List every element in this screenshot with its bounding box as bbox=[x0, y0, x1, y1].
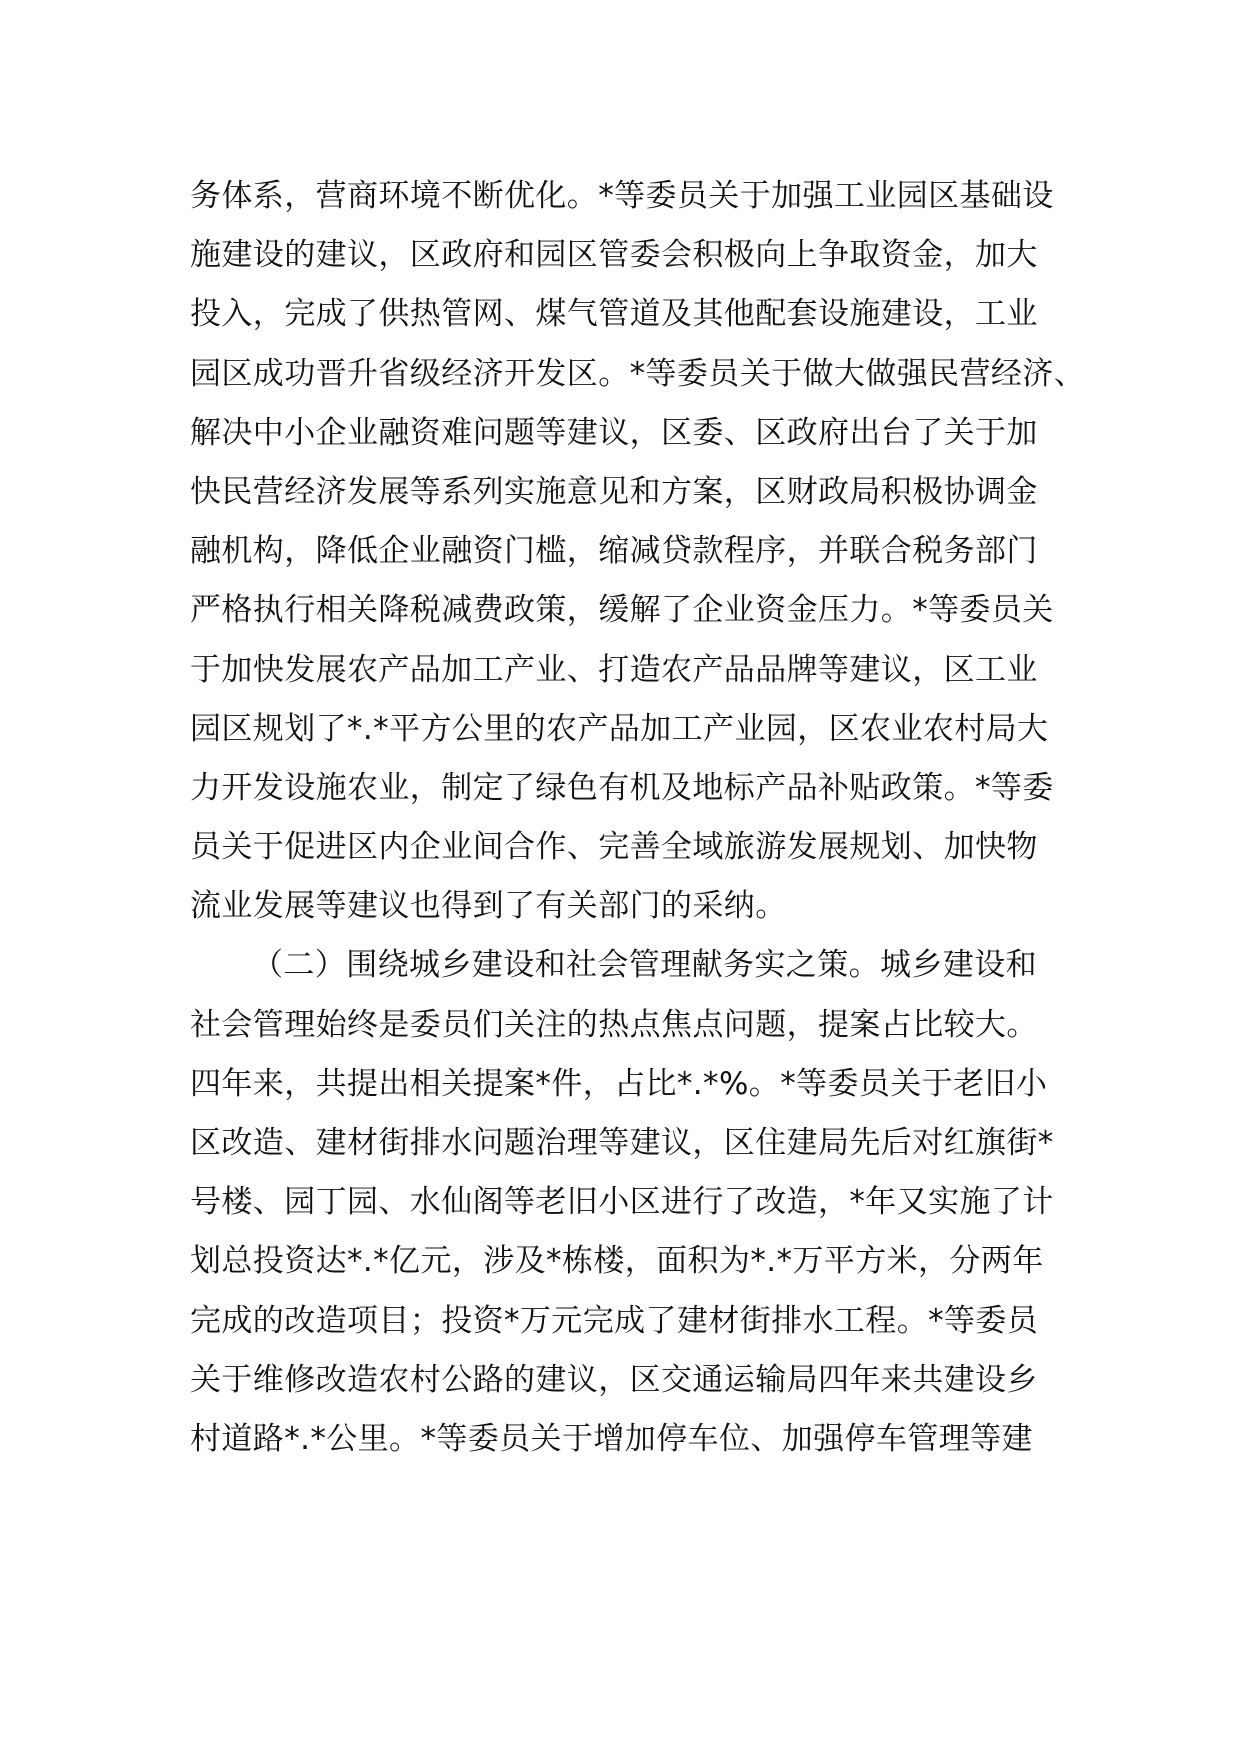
text-line-13: 流业发展等建议也得到了有关部门的采纳。 bbox=[190, 888, 787, 925]
text-line-1: 务体系，营商环境不断优化。*等委员关于加强工业园区基础设 bbox=[190, 178, 1054, 214]
text-line-9: 于加快发展农产品加工产业、打造农产品品牌等建议，区工业 bbox=[190, 651, 1038, 688]
text-line-10: 园区规划了*.*平方公里的农产品加工产业园，区农业农村局大 bbox=[190, 710, 1049, 747]
text-line-18: 号楼、园丁园、水仙阁等老旧小区进行了改造，*年又实施了计 bbox=[190, 1184, 1054, 1221]
text-line-12: 员关于促进区内企业间合作、完善全域旅游发展规划、加快物 bbox=[190, 829, 1038, 866]
text-line-4: 园区成功晋升省级经济开发区。*等委员关于做大做强民营经济、 bbox=[190, 355, 1086, 392]
text-line-19: 划总投资达*.*亿元，涉及*栋楼，面积为*.*万平方米，分两年 bbox=[190, 1243, 1044, 1280]
text-line-20: 完成的改造项目；投资*万元完成了建材街排水工程。*等委员 bbox=[190, 1302, 1039, 1339]
section-heading-line: （二）围绕城乡建设和社会管理献务实之策。城乡建设和 bbox=[252, 947, 1037, 984]
text-line-8: 严格执行相关降税减费政策，缓解了企业资金压力。*等委员关 bbox=[190, 592, 1054, 629]
text-line-15: 社会管理始终是委员们关注的热点焦点问题，提案占比较大。 bbox=[190, 1006, 1038, 1043]
text-line-2: 施建设的建议，区政府和园区管委会积极向上争取资金，加大 bbox=[190, 237, 1038, 274]
text-line-3: 投入，完成了供热管网、煤气管道及其他配套设施建设，工业 bbox=[190, 296, 1038, 333]
text-line-16: 四年来，共提出相关提案*件，占比*.*%。*等委员关于老旧小 bbox=[190, 1065, 1048, 1102]
body-text bbox=[190, 167, 1090, 1469]
text-line-7: 融机构，降低企业融资门槛，缩减贷款程序，并联合税务部门 bbox=[190, 533, 1038, 570]
text-line-6: 快民营经济发展等系列实施意见和方案，区财政局积极协调金 bbox=[190, 473, 1038, 510]
text-line-22: 村道路*.*公里。*等委员关于增加停车位、加强停车管理等建 bbox=[190, 1420, 1033, 1457]
text-line-17: 区改造、建材街排水问题治理等建议，区住建局先后对红旗街* bbox=[190, 1125, 1054, 1161]
text-line-5: 解决中小企业融资难问题等建议，区委、区政府出台了关于加 bbox=[190, 414, 1038, 451]
text-line-11: 力开发设施农业，制定了绿色有机及地标产品补贴政策。*等委 bbox=[190, 769, 1054, 806]
text-line-21: 关于维修改造农村公路的建议，区交通运输局四年来共建设乡 bbox=[190, 1361, 1038, 1398]
